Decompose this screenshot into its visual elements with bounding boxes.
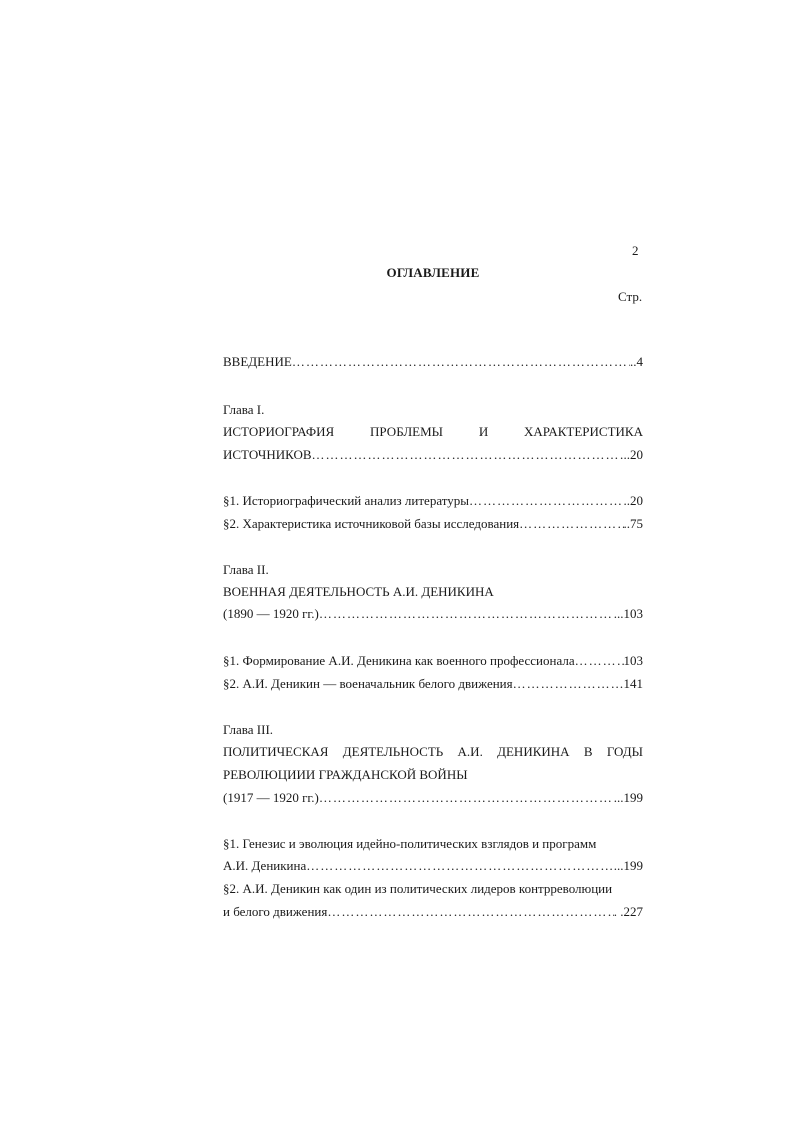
chapter-2-title: ВОЕННАЯ ДЕЯТЕЛЬНОСТЬ А.И. ДЕНИКИНА: [223, 584, 494, 599]
leader-dots: [327, 904, 613, 920]
toc-entry-3-2[interactable]: [223, 904, 643, 920]
toc-entry-page: . .227: [613, 904, 643, 919]
title-word: ИСТОРИОГРАФИЯ: [223, 424, 335, 439]
chapter-3-label: Глава III.: [223, 722, 274, 737]
toc-entry-text: §1. Формирование А.И. Деникина как военного профессионала: [223, 653, 575, 668]
toc-entry-3-2-line1[interactable]: §2. А.И. Деникин как один из политических лидеров контрреволюции: [223, 881, 613, 896]
title-word: ПОЛИТИЧЕСКАЯ: [223, 744, 329, 759]
page-column-label: Стр.: [618, 289, 643, 304]
title-word: ХАРАКТЕРИСТИКА: [524, 424, 643, 439]
leader-dots: [513, 676, 624, 692]
page-number: 2: [632, 243, 639, 258]
chapter-3-title-line2: РЕВОЛЮЦИИИ ГРАЖДАНСКОЙ ВОЙНЫ: [223, 767, 468, 782]
toc-entry-text: и белого движения: [223, 904, 328, 919]
leader-dots: [312, 447, 624, 463]
leader-dots: [519, 516, 623, 532]
leader-dots: [575, 653, 624, 669]
toc-entry-chapter-3[interactable]: [223, 790, 643, 806]
toc-entry-page: 103: [623, 653, 643, 668]
toc-entry-page: ..4: [630, 354, 643, 369]
leader-dots: [292, 354, 630, 370]
toc-entry-page: ..20: [623, 447, 643, 462]
leader-dots: [469, 493, 623, 509]
leader-dots: [306, 858, 614, 874]
toc-entry-text: §1. Историографический анализ литературы: [223, 493, 470, 508]
toc-entry-page: ...199: [613, 790, 643, 805]
chapter-3-title-line1: [223, 744, 643, 760]
chapter-1-label: Глава I.: [223, 402, 265, 417]
toc-entry-text: ВВЕДЕНИЕ: [223, 354, 292, 369]
toc-entry-3-1[interactable]: [223, 858, 643, 874]
toc-entry-2-2[interactable]: [223, 676, 643, 692]
toc-entry-text: (1890 — 1920 гг.): [223, 606, 319, 621]
toc-entry-page: ..75: [623, 516, 643, 531]
toc-entry-text: §2. А.И. Деникин — военачальник белого движения: [223, 676, 513, 691]
chapter-2-label: Глава II.: [223, 562, 269, 577]
toc-entry-1-2[interactable]: [223, 516, 643, 532]
toc-entry-3-1-line1[interactable]: §1. Генезис и эволюция идейно-политических взглядов и программ: [223, 836, 597, 851]
title-word: ГОДЫ: [606, 744, 643, 759]
toc-heading: ОГЛАВЛЕНИЕ: [386, 265, 480, 280]
toc-entry-2-1[interactable]: [223, 653, 643, 669]
toc-entry-text: ИСТОЧНИКОВ: [223, 447, 312, 462]
title-word: В: [583, 744, 593, 759]
toc-entry-page: 141: [623, 676, 643, 691]
title-word: А.И.: [457, 744, 483, 759]
toc-entry-text: §2. Характеристика источниковой базы исследования: [223, 516, 520, 531]
title-word: ДЕНИКИНА: [497, 744, 570, 759]
leader-dots: [319, 606, 614, 622]
chapter-1-title-line1: [223, 424, 643, 440]
title-word: ДЕЯТЕЛЬНОСТЬ: [342, 744, 444, 759]
toc-entry-1-1[interactable]: [223, 493, 643, 509]
toc-entry-page: ...103: [613, 606, 643, 621]
toc-entry-page: ..20: [623, 493, 643, 508]
title-word: И: [478, 424, 489, 439]
toc-entry-page: ...199: [613, 858, 643, 873]
toc-entry-text: (1917 — 1920 гг.): [223, 790, 319, 805]
toc-entry-text: А.И. Деникина: [223, 858, 307, 873]
toc-entry-chapter-1[interactable]: [223, 447, 643, 463]
toc-entry-intro[interactable]: [223, 354, 643, 370]
title-word: ПРОБЛЕМЫ: [370, 424, 443, 439]
toc-entry-chapter-2[interactable]: [223, 606, 643, 622]
leader-dots: [319, 790, 614, 806]
